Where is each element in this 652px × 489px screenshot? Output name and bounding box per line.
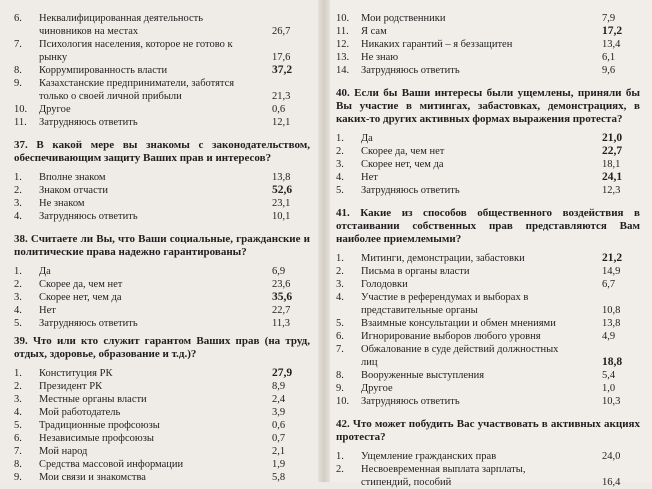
answer-text: Традиционные профсоюзы [39, 420, 160, 431]
answer-number: 5. [336, 318, 344, 329]
answer-text: Участие в референдумах и выборах в представительные органы [361, 292, 529, 316]
answer-percent: 13,8 [272, 172, 291, 183]
answer-text: Письма в органы власти [361, 266, 470, 277]
book-gutter [318, 0, 330, 482]
q40-answer-list [336, 132, 642, 197]
answer-row [336, 25, 642, 38]
answer-percent: 14,9 [602, 266, 621, 277]
answer-number: 7. [336, 344, 344, 355]
answer-number: 2. [14, 381, 22, 392]
answer-number: 5. [336, 185, 344, 196]
q42-title: 42. Что может побудить Вас участвовать в активных акциях протеста? [336, 418, 640, 443]
answer-text: Затрудняюсь ответить [361, 185, 460, 196]
answer-row [336, 64, 642, 77]
answer-percent: 10,3 [602, 396, 621, 407]
answer-row [336, 317, 642, 330]
answer-number: 12. [336, 39, 350, 50]
answer-text: Я сам [361, 26, 387, 37]
answer-number: 14. [336, 65, 350, 76]
answer-number: 4. [336, 172, 344, 183]
answer-percent: 5,4 [602, 370, 616, 381]
answer-text: Не знаю [361, 52, 399, 63]
answer-number: 9. [336, 383, 344, 394]
answer-number: 2. [14, 185, 22, 196]
answer-row [336, 12, 642, 25]
q38-answer-list [14, 265, 312, 330]
left-page [0, 0, 318, 482]
answer-row [336, 145, 642, 158]
answer-percent: 22,7 [602, 145, 623, 157]
answer-percent: 2,1 [272, 446, 286, 457]
answer-row [14, 367, 312, 380]
answer-row [14, 184, 312, 197]
answer-number: 4. [14, 407, 22, 418]
answer-text: Митинги, демонстрации, забастовки [361, 253, 525, 264]
answer-percent: 10,1 [272, 211, 291, 222]
answer-row [336, 171, 642, 184]
answer-text: Да [39, 266, 51, 277]
answer-row [14, 265, 312, 278]
answer-row [336, 463, 642, 489]
answer-text: Другое [361, 383, 393, 394]
answer-percent: 2,4 [272, 394, 286, 405]
answer-number: 8. [336, 370, 344, 381]
answer-number: 1. [336, 253, 344, 264]
answer-number: 4. [14, 305, 22, 316]
answer-row [14, 406, 312, 419]
answer-percent: 7,9 [602, 13, 616, 24]
answer-text: Обжалование в суде действий должностных лиц [361, 344, 559, 368]
answer-text: Другое [39, 104, 71, 115]
answer-text: Никаких гарантий – я беззащитен [361, 39, 513, 50]
answer-text: Не знаком [39, 198, 85, 209]
answer-text: Игнорирование выборов любого уровня [361, 331, 541, 342]
answer-text: Ущемление гражданских прав [361, 451, 497, 462]
answer-number: 9. [14, 78, 22, 89]
answer-row [14, 471, 312, 484]
answer-text: Президент РК [39, 381, 103, 392]
answer-text: Мои родственники [361, 13, 446, 24]
answer-row [336, 291, 642, 317]
answer-number: 10. [336, 396, 350, 407]
answer-percent: 52,6 [272, 184, 293, 196]
answer-text: Нет [39, 305, 56, 316]
answer-row [14, 77, 312, 103]
answer-number: 3. [336, 279, 344, 290]
answer-text: Вооруженные выступления [361, 370, 485, 381]
answer-text: Неквалифицированная деятельность чиновников на местах [39, 13, 204, 37]
answer-row [336, 265, 642, 278]
answer-percent: 24,1 [602, 171, 623, 183]
answer-percent: 1,0 [602, 383, 616, 394]
answer-number: 7. [14, 39, 22, 50]
answer-row [14, 278, 312, 291]
answer-number: 7. [14, 446, 22, 457]
answer-number: 3. [336, 159, 344, 170]
answer-number: 2. [336, 464, 344, 475]
answer-text: Знаком отчасти [39, 185, 108, 196]
answer-percent: 3,9 [272, 407, 286, 418]
answer-row [336, 184, 642, 197]
answer-percent: 17,6 [272, 52, 291, 63]
answer-percent: 27,9 [272, 367, 293, 379]
answer-text: Мой работодатель [39, 407, 121, 418]
answer-text: Мои связи и знакомства [39, 472, 146, 483]
answer-row [14, 103, 312, 116]
answer-row [14, 419, 312, 432]
answer-row [336, 38, 642, 51]
answer-row [336, 51, 642, 64]
answer-number: 6. [336, 331, 344, 342]
q40-title: 40. Если бы Ваши интересы были ущемлены, приняли бы Вы участие в митингах, забастовках, демонстрациях, в каких-то других активных формах выражения протеста? [336, 87, 640, 125]
q37-title: 37. В какой мере вы знакомы с законодательством, обеспечивающим защиту Ваших прав и интересов? [14, 139, 310, 164]
answer-percent: 12,3 [602, 185, 621, 196]
q39-continued-list [336, 12, 642, 77]
answer-row [14, 445, 312, 458]
answer-number: 3. [14, 292, 22, 303]
answer-number: 11. [336, 26, 349, 37]
answer-percent: 22,7 [272, 305, 291, 316]
answer-number: 8. [14, 459, 22, 470]
answer-number: 3. [14, 394, 22, 405]
answer-row [14, 432, 312, 445]
answer-number: 4. [14, 211, 22, 222]
answer-text: Средства массовой информации [39, 459, 184, 470]
answer-row [14, 171, 312, 184]
answer-row [14, 38, 312, 64]
answer-row [336, 158, 642, 171]
answer-text: Независимые профсоюзы [39, 433, 154, 444]
answer-row [336, 382, 642, 395]
answer-percent: 12,1 [272, 117, 291, 128]
answer-percent: 10,8 [602, 305, 621, 316]
answer-text: Затрудняюсь ответить [361, 65, 460, 76]
answer-percent: 6,1 [602, 52, 616, 63]
answer-percent: 23,1 [272, 198, 291, 209]
answer-text: Несвоевременная выплата зарплаты, стипендий, пособий [361, 464, 526, 488]
answer-row [14, 458, 312, 471]
q36-continued-list [14, 12, 312, 129]
q38-title: 38. Считаете ли Вы, что Ваши социальные, гражданские и политические права надежно гарантированы? [14, 233, 310, 258]
answer-text: Нет [361, 172, 378, 183]
answer-number: 3. [14, 198, 22, 209]
answer-percent: 17,2 [602, 25, 623, 37]
answer-number: 11. [14, 117, 27, 128]
answer-percent: 6,7 [602, 279, 616, 290]
answer-row [14, 304, 312, 317]
answer-number: 5. [14, 420, 22, 431]
answer-text: Психология населения, которое не готово к рынку [39, 39, 233, 63]
answer-row [14, 116, 312, 129]
answer-text: Да [361, 133, 373, 144]
answer-number: 2. [14, 279, 22, 290]
answer-number: 6. [14, 13, 22, 24]
answer-number: 2. [336, 266, 344, 277]
answer-percent: 24,0 [602, 451, 621, 462]
answer-text: Затрудняюсь ответить [39, 211, 138, 222]
q39-title: 39. Что или кто служит гарантом Ваших прав (на труд, отдых, здоровье, образование и т.д.)? [14, 335, 310, 360]
answer-number: 1. [14, 172, 22, 183]
answer-percent: 1,9 [272, 459, 286, 470]
answer-number: 5. [14, 318, 22, 329]
answer-row [14, 12, 312, 38]
answer-row [14, 317, 312, 330]
answer-text: Казахстанские предприниматели, заботятся только о своей личной прибыли [39, 78, 235, 102]
answer-text: Конституция РК [39, 368, 113, 379]
answer-number: 9. [14, 472, 22, 483]
answer-row [336, 252, 642, 265]
answer-text: Взаимные консультации и обмен мнениями [361, 318, 556, 329]
answer-percent: 23,6 [272, 279, 291, 290]
answer-row [14, 64, 312, 77]
q41-answer-list [336, 252, 642, 408]
answer-percent: 5,8 [272, 472, 286, 483]
answer-percent: 13,8 [602, 318, 621, 329]
answer-number: 10. [14, 104, 28, 115]
answer-percent: 21,2 [602, 252, 623, 264]
answer-text: Скорее да, чем нет [361, 146, 445, 157]
answer-text: Мой народ [39, 446, 88, 457]
answer-percent: 21,3 [272, 91, 291, 102]
right-page [330, 0, 652, 488]
answer-percent: 6,9 [272, 266, 286, 277]
answer-percent: 26,7 [272, 26, 291, 37]
answer-percent: 0,6 [272, 420, 286, 431]
answer-text: Затрудняюсь ответить [39, 117, 138, 128]
answer-text: Коррумпированность власти [39, 65, 168, 76]
answer-percent: 13,4 [602, 39, 621, 50]
answer-percent: 11,3 [272, 318, 290, 329]
answer-row [336, 343, 642, 369]
q42-answer-list [336, 450, 642, 489]
answer-percent: 18,8 [602, 356, 623, 368]
answer-row [336, 395, 642, 408]
answer-number: 6. [14, 433, 22, 444]
q39-answer-list [14, 367, 312, 484]
answer-row [14, 380, 312, 393]
answer-text: Скорее нет, чем да [39, 292, 122, 303]
answer-percent: 16,4 [602, 477, 621, 488]
answer-number: 1. [14, 368, 22, 379]
answer-row [14, 291, 312, 304]
answer-percent: 0,6 [272, 104, 286, 115]
answer-text: Вполне знаком [39, 172, 106, 183]
answer-row [14, 210, 312, 223]
answer-percent: 9,6 [602, 65, 616, 76]
answer-percent: 21,0 [602, 132, 623, 144]
answer-text: Голодовки [361, 279, 408, 290]
answer-percent: 0,7 [272, 433, 286, 444]
answer-number: 2. [336, 146, 344, 157]
answer-number: 1. [336, 133, 344, 144]
answer-number: 1. [14, 266, 22, 277]
answer-row [14, 197, 312, 210]
answer-text: Затрудняюсь ответить [39, 318, 138, 329]
answer-row [336, 330, 642, 343]
answer-number: 13. [336, 52, 350, 63]
answer-text: Местные органы власти [39, 394, 147, 405]
answer-number: 1. [336, 451, 344, 462]
answer-text: Скорее нет, чем да [361, 159, 444, 170]
answer-number: 8. [14, 65, 22, 76]
answer-percent: 37,2 [272, 64, 293, 76]
answer-text: Скорее да, чем нет [39, 279, 123, 290]
answer-row [336, 132, 642, 145]
answer-row [336, 369, 642, 382]
answer-number: 10. [336, 13, 350, 24]
answer-percent: 4,9 [602, 331, 616, 342]
answer-percent: 18,1 [602, 159, 621, 170]
answer-row [336, 278, 642, 291]
answer-number: 4. [336, 292, 344, 303]
q41-title: 41. Какие из способов общественного воздействия в отстаивании собственных прав представляются Вам наиболее приемлемыми? [336, 207, 640, 245]
answer-row [336, 450, 642, 463]
answer-percent: 35,6 [272, 291, 293, 303]
q37-answer-list [14, 171, 312, 223]
answer-row [14, 393, 312, 406]
answer-percent: 8,9 [272, 381, 286, 392]
answer-text: Затрудняюсь ответить [361, 396, 460, 407]
